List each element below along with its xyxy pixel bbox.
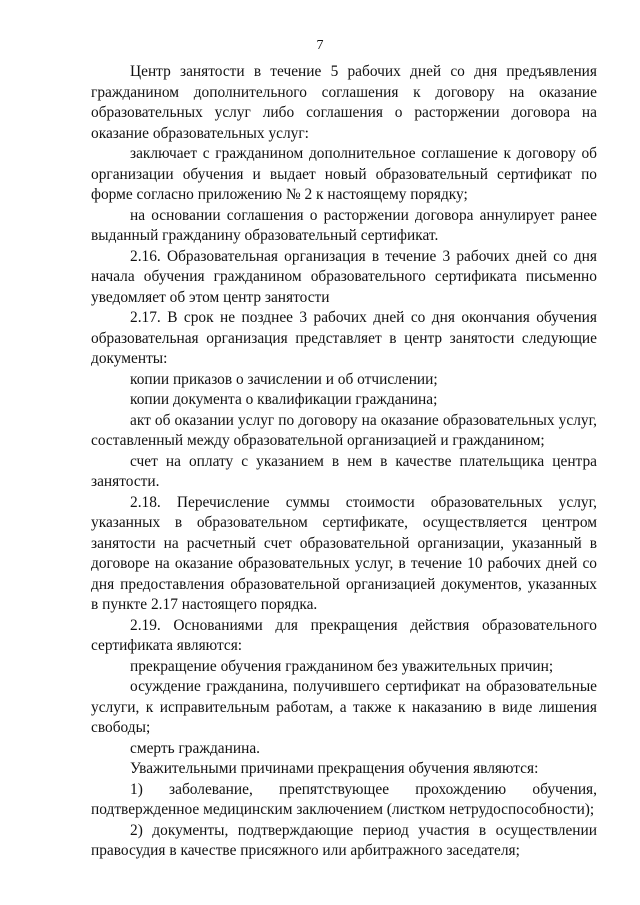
list-item-services-act: акт об оказании услуг по договору на оказание образовательных услуг, составленный между образовательной организацией и гражданином; (91, 411, 597, 449)
list-item-conviction: осуждение гражданина, получившего сертификат на образовательные услуги, к исправительным работам, а также к наказанию в виде лишения свободы; (91, 678, 597, 736)
list-item-termination-without-reason: прекращение обучения гражданином без уважительных причин; (130, 657, 554, 675)
paragraph-2-19: 2.19. Основаниями для прекращения действия образовательного сертификата являются: (91, 616, 597, 654)
list-item-death: смерть гражданина. (130, 739, 261, 757)
paragraph-valid-reasons: Уважительными причинами прекращения обучения являются: (130, 760, 539, 777)
paragraph-2-17: 2.17. В срок не позднее 3 рабочих дней со дня окончания обучения образовательная организация представляет в центр занятости следующие документы: (91, 309, 597, 367)
list-item-invoice: счет на оплату с указанием в нем в качестве плательщика центра занятости. (91, 452, 597, 490)
paragraph-2-16: 2.16. Образовательная организация в течение 3 рабочих дней со дня начала обучения гражданином образовательного сертификата письменно уведомляет об этом центр занятости (91, 247, 597, 306)
page-number: 7 (316, 38, 324, 53)
list-item-illness: 1) заболевание, препятствующее прохождению обучения, подтвержденное медицинским заключением (листком нетрудоспособности); (91, 780, 597, 818)
list-item-enrollment-orders: копии приказов о зачислении и об отчислении; (130, 370, 438, 388)
paragraph-2-18: 2.18. Перечисление суммы стоимости образовательных услуг, указанных в образовательном сертификате, осуществляется центром занятости на расчетный счет образовательной организации, указанный в договоре на оказание образовательных услуг, в течение 10 рабочих дней со дня предоставления образовательной организацией документов, указанных в пункте 2.17 настоящего порядка. (91, 493, 597, 613)
document-body (91, 62, 597, 862)
paragraph-additional-agreement: заключает с гражданином дополнительное соглашение к договору об организации обучения и выдает новый образовательный сертификат по форме согласно приложению № 2 к настоящему порядку; (91, 145, 597, 203)
list-item-qualification-document: копии документа о квалификации гражданина; (130, 391, 438, 408)
paragraph-employment-center-actions: Центр занятости в течение 5 рабочих дней со дня предъявления гражданином дополнительного соглашения к договору на оказание образовательных услуг либо соглашения о расторжении договора на оказание образовательных услуг: (91, 63, 597, 142)
paragraph-certificate-cancellation: на основании соглашения о расторжении договора аннулирует ранее выданный гражданину образовательный сертификат. (91, 206, 597, 244)
list-item-jury-service: 2) документы, подтверждающие период участия в осуществлении правосудия в качестве присяжного или арбитражного заседателя; (91, 821, 597, 859)
